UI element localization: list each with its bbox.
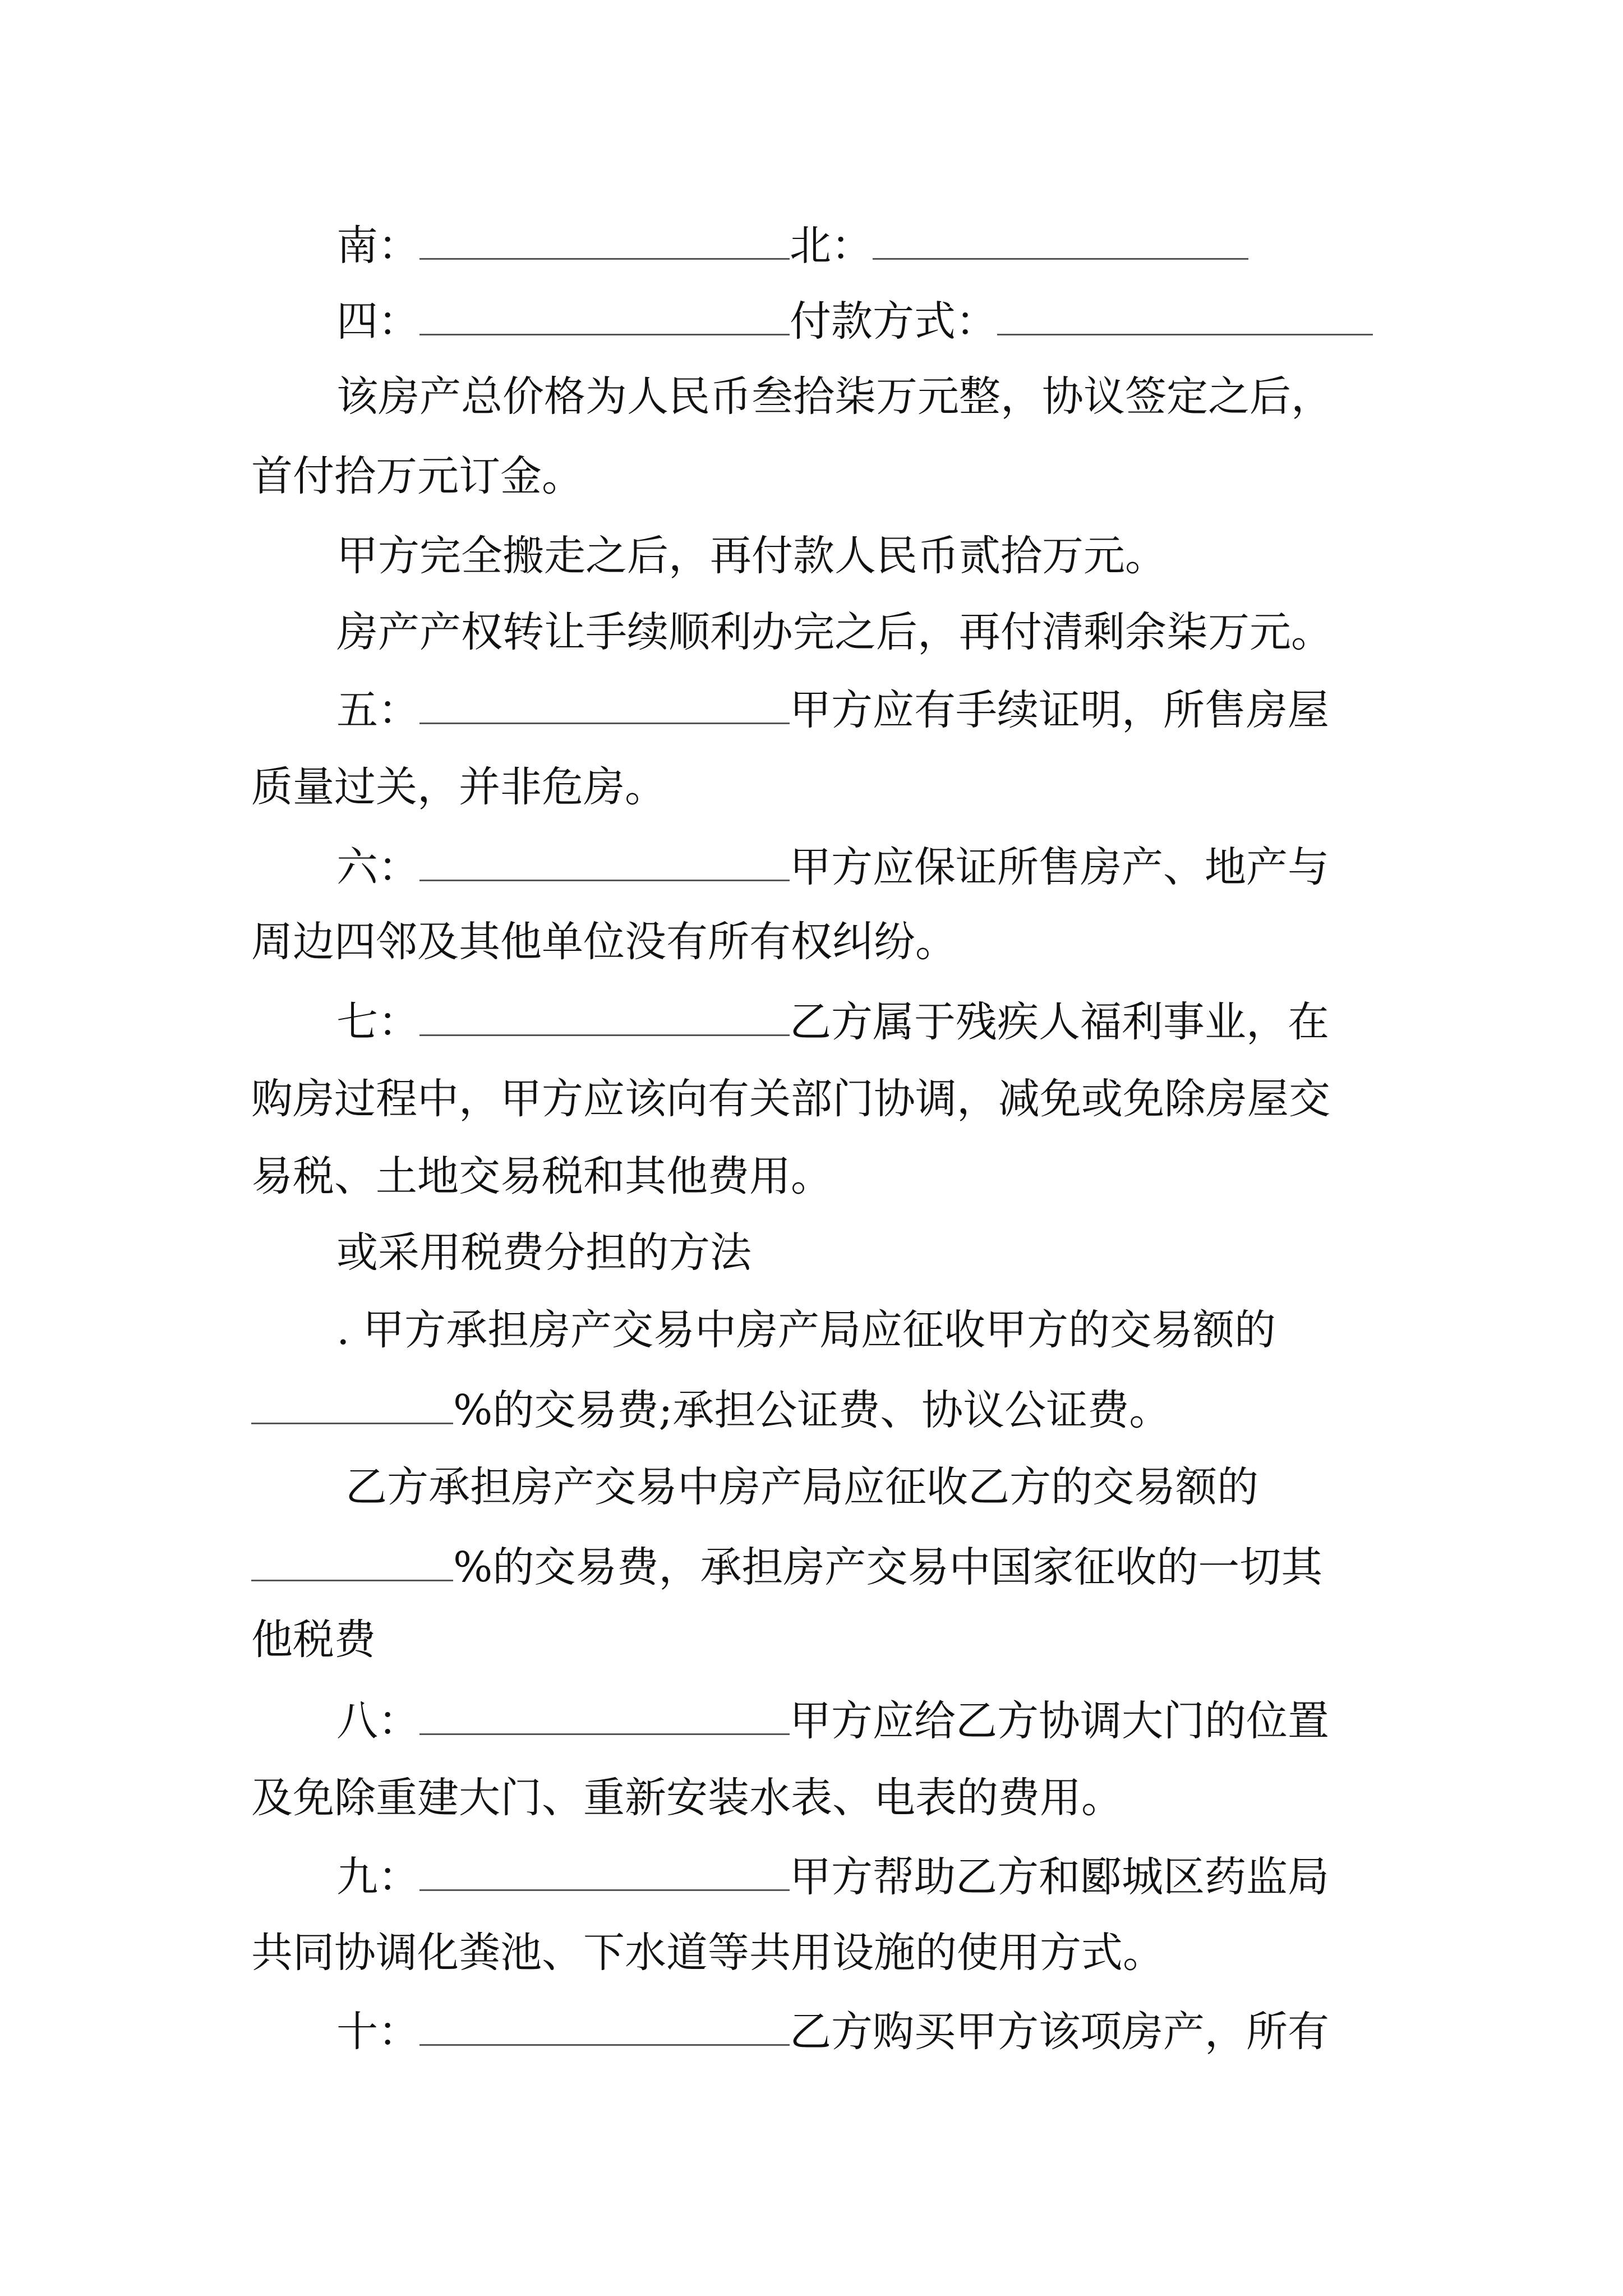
clause-text: 甲方应保证所售房产、地产与 bbox=[790, 843, 1329, 891]
blank-field bbox=[419, 299, 790, 335]
clause-text: %的交易费，承担房产交易中国家征收的一切其 bbox=[453, 1543, 1323, 1591]
clause-number: 九： bbox=[336, 1853, 419, 1901]
paragraph-line: 质量过关，并非危房。 bbox=[251, 763, 666, 811]
blank-field bbox=[997, 299, 1373, 335]
blank-field bbox=[419, 223, 790, 260]
line-south-north bbox=[336, 222, 1248, 270]
label-payment-method: 付款方式： bbox=[790, 297, 997, 346]
blank-field bbox=[419, 1000, 790, 1036]
paragraph-line: 他税费 bbox=[251, 1616, 376, 1664]
line-clause-7 bbox=[336, 998, 1329, 1046]
blank-field bbox=[419, 1699, 790, 1735]
paragraph-line: . 甲方承担房产交易中房产局应征收甲方的交易额的 bbox=[336, 1306, 1276, 1354]
blank-field bbox=[251, 1388, 453, 1424]
clause-text: 乙方属于残疾人福利事业，在 bbox=[790, 998, 1329, 1046]
line-clause-6 bbox=[336, 843, 1329, 891]
line-party-b-fee bbox=[251, 1543, 1323, 1591]
label-south: 南： bbox=[336, 222, 419, 270]
blank-field bbox=[419, 845, 790, 881]
label-north: 北： bbox=[790, 222, 873, 270]
blank-field bbox=[251, 1545, 453, 1581]
paragraph-line: 该房产总价格为人民币叁拾柒万元整，协议签定之后， bbox=[336, 372, 1332, 421]
clause-text: 甲方帮助乙方和郾城区药监局 bbox=[790, 1853, 1329, 1901]
clause-number: 六： bbox=[336, 843, 419, 891]
line-clause-9 bbox=[336, 1853, 1329, 1901]
clause-number: 七： bbox=[336, 998, 419, 1046]
paragraph-line: 或采用税费分担的方法 bbox=[336, 1228, 751, 1277]
paragraph-line: 房产产权转让手续顺利办完之后，再付清剩余柒万元。 bbox=[336, 608, 1332, 656]
clause-text: 甲方应给乙方协调大门的位置 bbox=[790, 1697, 1329, 1745]
paragraph-line: 易税、土地交易税和其他费用。 bbox=[251, 1152, 832, 1200]
blank-field bbox=[419, 1855, 790, 1891]
blank-field bbox=[873, 223, 1248, 260]
clause-number: 八： bbox=[336, 1697, 419, 1745]
line-party-a-fee bbox=[251, 1386, 1171, 1434]
blank-field bbox=[419, 688, 790, 724]
paragraph-line: 乙方承担房产交易中房产局应征收乙方的交易额的 bbox=[345, 1463, 1258, 1511]
paragraph-line: 及免除重建大门、重新安装水表、电表的费用。 bbox=[251, 1774, 1123, 1822]
clause-number: 五： bbox=[336, 686, 419, 734]
paragraph-line: 首付拾万元订金。 bbox=[251, 452, 583, 500]
clause-text: 甲方应有手续证明，所售房屋 bbox=[790, 686, 1329, 734]
paragraph-line: 甲方完全搬走之后，再付款人民币贰拾万元。 bbox=[336, 532, 1166, 580]
clause-number: 四： bbox=[336, 297, 419, 346]
clause-text: 乙方购买甲方该项房产，所有 bbox=[790, 2008, 1329, 2056]
paragraph-line: 购房过程中，甲方应该向有关部门协调，减免或免除房屋交 bbox=[251, 1075, 1330, 1123]
paragraph-line: 共同协调化粪池、下水道等共用设施的使用方式。 bbox=[251, 1929, 1164, 1977]
paragraph-line: 周边四邻及其他单位没有所有权纠纷。 bbox=[251, 918, 957, 966]
line-clause-8 bbox=[336, 1697, 1329, 1745]
clause-text: %的交易费;承担公证费、协议公证费。 bbox=[453, 1386, 1171, 1434]
line-clause-10 bbox=[336, 2008, 1329, 2056]
clause-number: 十： bbox=[336, 2008, 419, 2056]
blank-field bbox=[419, 2009, 790, 2046]
line-clause-5 bbox=[336, 686, 1329, 734]
line-clause-4 bbox=[336, 297, 1373, 346]
